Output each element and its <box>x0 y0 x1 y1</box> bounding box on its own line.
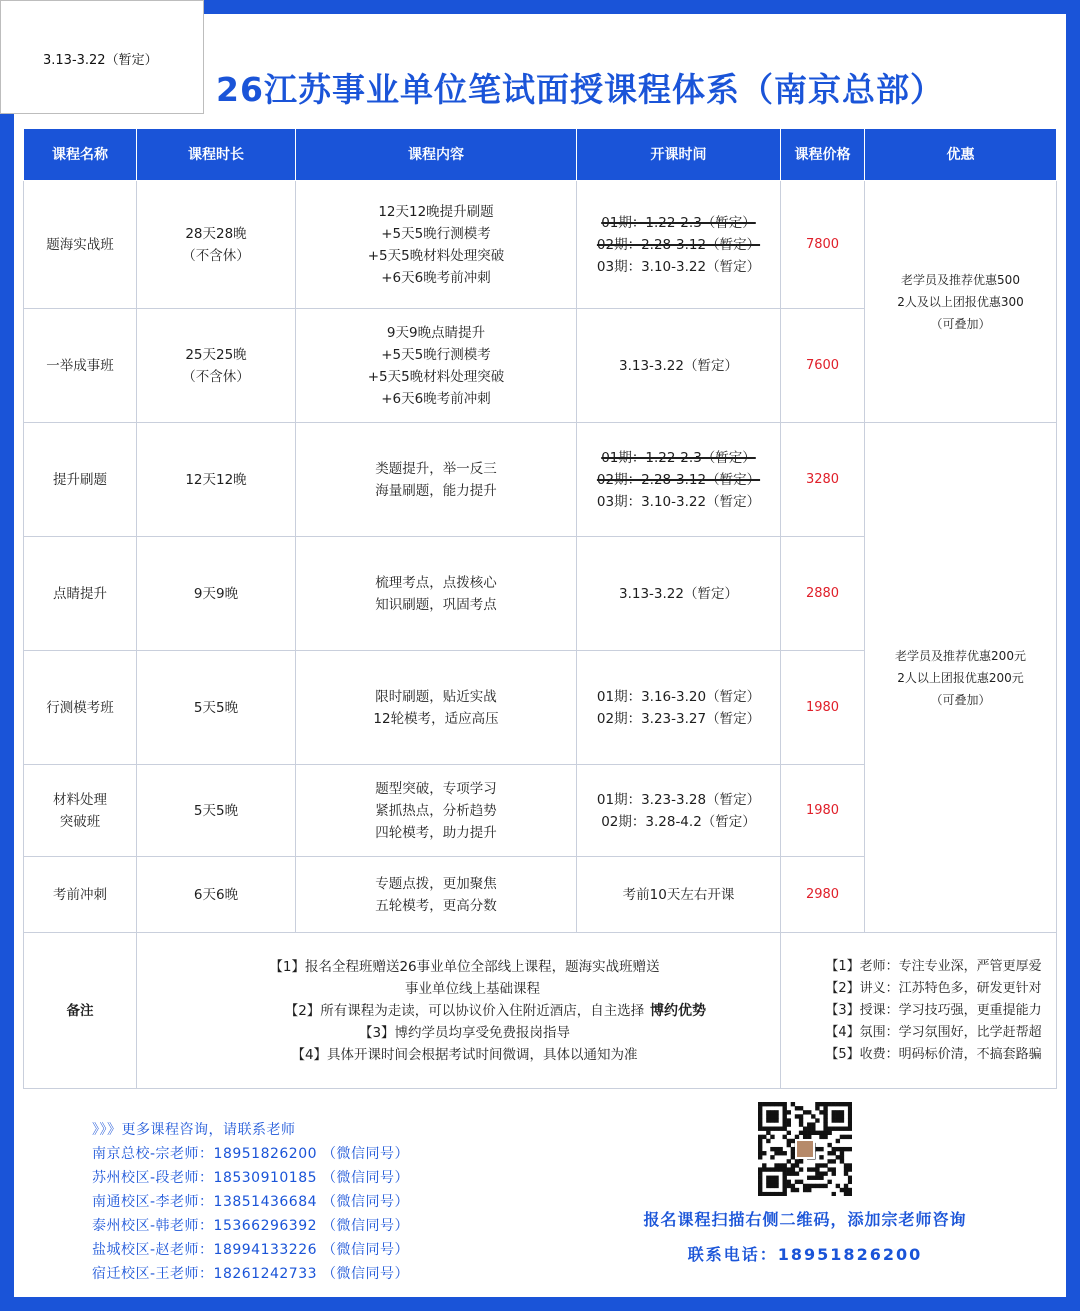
course-schedule <box>577 537 781 651</box>
course-content <box>296 765 577 857</box>
course-name <box>24 423 137 537</box>
course-name <box>24 765 137 857</box>
contact-item: 南通校区-李老师：13851436684 （微信同号） <box>92 1194 409 1210</box>
course-content-line: 四轮模考，助力提升 <box>375 824 497 841</box>
course-content-line: 专题点拨，更加聚焦 <box>375 875 497 892</box>
course-name <box>24 309 137 423</box>
contact-item: 苏州校区-段老师：18530910185 （微信同号） <box>92 1170 409 1186</box>
remark-item: 事业单位线上基础课程 <box>405 980 540 997</box>
schedule-line: 03期：3.10-3.22（暂定） <box>596 493 761 510</box>
contact-item: 盐城校区-赵老师：18994133226 （微信同号） <box>92 1242 409 1258</box>
course-name-line: 题海实战班 <box>46 236 114 253</box>
discount-cell <box>865 181 1057 423</box>
course-price: 2880 <box>781 537 865 651</box>
discount-cell-line: 2人及以上团报优惠300 <box>897 294 1024 309</box>
advantage-item: 【1】老师：专注专业深，严管更厚爱 <box>825 958 1042 974</box>
course-content-line: +5天5晚材料处理突破 <box>367 368 505 385</box>
course-price: 3280 <box>781 423 865 537</box>
course-duration <box>137 857 296 933</box>
call-to-action <box>600 1206 1010 1269</box>
schedule-line: 02期：2.28-3.12（暂定） <box>596 236 761 253</box>
table-row <box>24 181 1057 309</box>
header-cell: 开课时间 <box>577 129 781 181</box>
course-schedule <box>577 651 781 765</box>
advantage-item: 【5】收费：明码标价清，不搞套路骗 <box>825 1046 1042 1062</box>
contact-item: 宿迁校区-王老师：18261242733 （微信同号） <box>92 1266 409 1282</box>
schedule-line: 01期：3.23-3.28（暂定） <box>596 791 761 808</box>
course-schedule <box>577 181 781 309</box>
advantages-list <box>781 933 1057 1089</box>
course-content <box>296 651 577 765</box>
contact-intro: 》》》更多课程咨询，请联系老师 <box>92 1122 296 1138</box>
course-content-line: 知识刷题，巩固考点 <box>375 596 497 613</box>
remark-item: 【1】报名全程班赠送26事业单位全部线上课程，题海实战班赠送 <box>269 958 660 975</box>
course-schedule <box>577 857 781 933</box>
schedule-line: 01期：1.22-2.3（暂定） <box>601 214 756 231</box>
header-cell: 课程时长 <box>137 129 296 181</box>
course-name-line: 提升刷题 <box>53 471 107 488</box>
course-duration-line: （不含休） <box>182 247 250 264</box>
course-name-line: 突破班 <box>59 813 101 830</box>
course-duration-line: 5天5晚 <box>193 699 239 716</box>
advantage-item: 【2】讲义：江苏特色多，研发更针对 <box>825 980 1042 996</box>
course-name <box>24 857 137 933</box>
remark-item: 【4】具体开课时间会根据考试时间微调，具体以通知为准 <box>291 1046 638 1063</box>
discount-cell-line: 老学员及推荐优惠200元 <box>895 648 1026 663</box>
discount-cell <box>865 423 1057 933</box>
course-content-line: 梳理考点，点拨核心 <box>375 574 497 591</box>
course-content <box>296 423 577 537</box>
contact-item: 泰州校区-韩老师：15366296392 （微信同号） <box>92 1218 409 1234</box>
course-name-line: 一举成事班 <box>46 357 114 374</box>
remark-item: 【2】所有课程为走读，可以协议价入住附近酒店，自主选择 <box>284 1002 645 1019</box>
course-content-line: +5天5晚行测模考 <box>381 346 491 363</box>
course-duration <box>137 423 296 537</box>
course-duration-line: 9天9晚 <box>193 585 239 602</box>
table-header-row <box>24 129 1057 181</box>
cta-scan-text: 报名课程扫描右侧二维码，添加宗老师咨询 <box>643 1210 967 1229</box>
course-price: 1980 <box>781 651 865 765</box>
header-cell: 课程名称 <box>24 129 137 181</box>
course-content <box>296 181 577 309</box>
header-cell: 课程内容 <box>296 129 577 181</box>
course-name <box>24 651 137 765</box>
remarks-row <box>24 933 1057 1089</box>
course-schedule <box>577 423 781 537</box>
course-content-line: +5天5晚材料处理突破 <box>367 247 505 264</box>
schedule-line: 3.13-3.22（暂定） <box>619 585 738 602</box>
course-duration-line: 12天12晚 <box>185 471 247 488</box>
schedule-line: 03期：3.10-3.22（暂定） <box>596 258 761 275</box>
qr-code-icon[interactable] <box>758 1102 852 1196</box>
schedule-line: 02期：2.28-3.12（暂定） <box>596 471 761 488</box>
course-content <box>296 309 577 423</box>
discount-cell-line: （可叠加） <box>930 692 991 707</box>
course-content-line: 12天12晚提升刷题 <box>378 203 494 220</box>
course-content-line: 类题提升，举一反三 <box>375 460 497 477</box>
course-content-line: +6天6晚考前冲刺 <box>381 390 491 407</box>
cta-phone: 联系电话：18951826200 <box>687 1245 923 1264</box>
course-name-line: 点睛提升 <box>53 585 107 602</box>
course-content-line: +6天6晚考前冲刺 <box>381 269 491 286</box>
schedule-line: 01期：3.16-3.20（暂定） <box>596 688 761 705</box>
schedule-line: 02期：3.23-3.27（暂定） <box>596 710 761 727</box>
schedule-line: 3.13-3.22（暂定） <box>619 357 738 374</box>
contact-list <box>92 1118 492 1286</box>
course-duration-line: 28天28晚 <box>185 225 247 242</box>
discount-cell-line: 2人以上团报优惠200元 <box>897 670 1024 685</box>
course-price: 7600 <box>781 309 865 423</box>
advantage-item: 【4】氛围：学习氛围好，比学赶帮超 <box>825 1024 1042 1040</box>
course-name <box>24 537 137 651</box>
course-name-line: 行测模考班 <box>46 699 114 716</box>
schedule-line: 01期：1.22-2.3（暂定） <box>601 449 756 466</box>
course-name <box>24 181 137 309</box>
course-content <box>296 537 577 651</box>
course-content-line: 紧抓热点，分析趋势 <box>375 802 497 819</box>
course-content <box>296 857 577 933</box>
course-duration <box>137 651 296 765</box>
course-content-line: 题型突破，专项学习 <box>375 780 497 797</box>
page-title: 26江苏事业单位笔试面授课程体系（南京总部） <box>216 70 944 109</box>
remark-item: 【3】博约学员均享受免费报岗指导 <box>358 1024 571 1041</box>
course-duration-line: 5天5晚 <box>193 802 239 819</box>
course-price: 2980 <box>781 857 865 933</box>
course-duration <box>137 309 296 423</box>
course-content-line: 海量刷题，能力提升 <box>375 482 497 499</box>
course-table <box>23 128 1057 1089</box>
header-cell: 优惠 <box>865 129 1057 181</box>
course-duration <box>137 537 296 651</box>
header-cell: 课程价格 <box>781 129 865 181</box>
course-duration-line: 6天6晚 <box>193 886 239 903</box>
schedule-line: 考前10天左右开课 <box>622 886 735 903</box>
course-content-line: 限时刷题，贴近实战 <box>375 688 497 705</box>
table-row <box>24 423 1057 537</box>
course-duration-line: 25天25晚 <box>185 346 247 363</box>
course-price: 1980 <box>781 765 865 857</box>
discount-cell-line: 老学员及推荐优惠500 <box>901 272 1020 287</box>
course-schedule <box>577 765 781 857</box>
course-content-line: 9天9晚点睛提升 <box>386 324 486 341</box>
course-duration-line: （不含休） <box>182 368 250 385</box>
course-content-line: +5天5晚行测模考 <box>381 225 491 242</box>
course-duration <box>137 765 296 857</box>
course-name-line: 考前冲刺 <box>53 886 107 903</box>
advantage-item: 【3】授课：学习技巧强，更重提能力 <box>825 1002 1042 1018</box>
course-duration <box>137 181 296 309</box>
course-content-line: 五轮模考，更高分数 <box>375 897 497 914</box>
discount-cell-line: （可叠加） <box>930 316 991 331</box>
contact-item: 南京总校-宗老师：18951826200 （微信同号） <box>92 1146 409 1162</box>
tooltip: 3.13-3.22（暂定） <box>0 0 204 114</box>
advantages-label: 博约优势 <box>650 1003 706 1019</box>
schedule-line: 02期：3.28-4.2（暂定） <box>601 813 756 830</box>
remarks-label: 备注 <box>24 933 137 1089</box>
course-schedule <box>577 309 781 423</box>
course-name-line: 材料处理 <box>53 791 107 808</box>
course-content-line: 12轮模考，适应高压 <box>373 710 499 727</box>
course-price: 7800 <box>781 181 865 309</box>
